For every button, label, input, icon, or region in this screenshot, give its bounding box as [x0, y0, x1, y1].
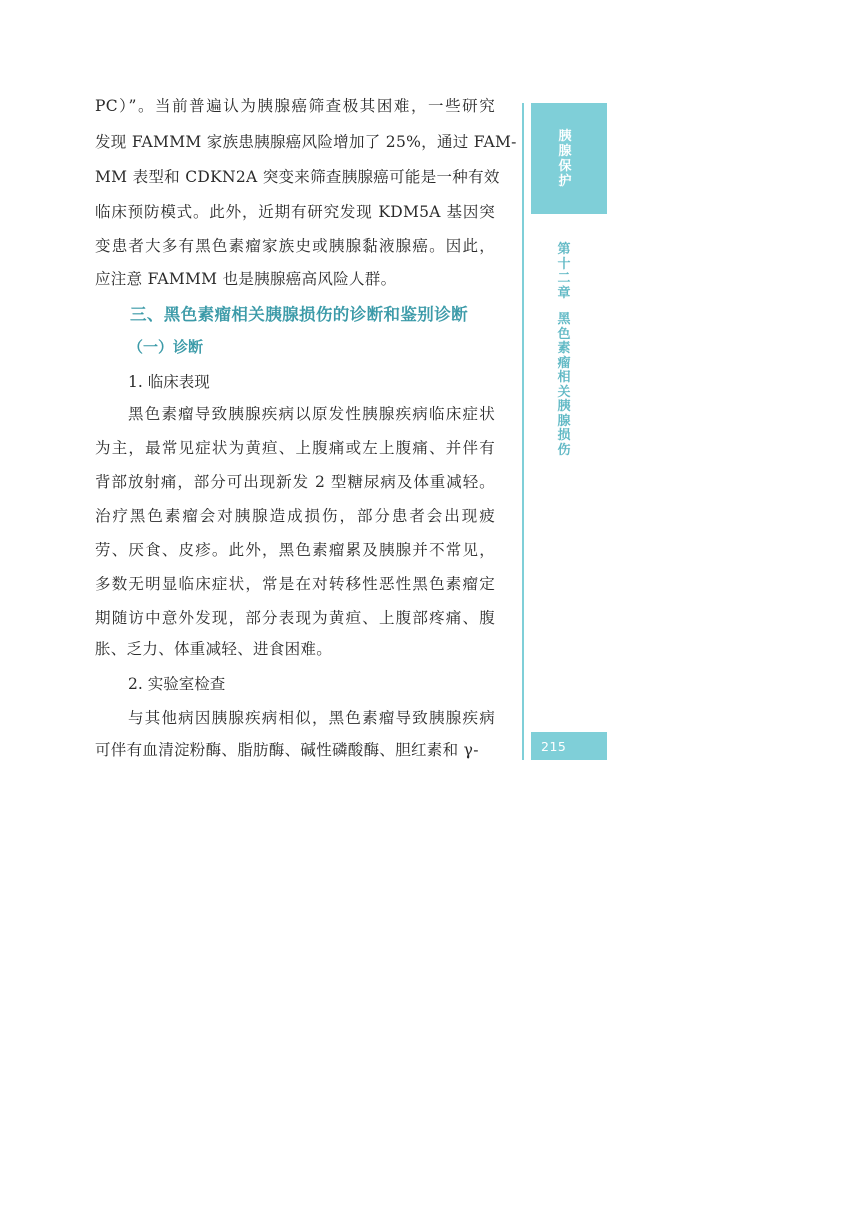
chapter-number-char: 第	[557, 242, 571, 257]
body-line: 多数无明显临床症状，常是在对转移性恶性黑色素瘤定	[95, 575, 495, 593]
book-title-tab	[531, 103, 607, 214]
chapter-title-vertical	[555, 243, 573, 458]
section-heading: 三、黑色素瘤相关胰腺损伤的诊断和鉴别诊断	[130, 305, 468, 324]
body-line: 应注意 FAMMM 也是胰腺癌高风险人群。	[95, 270, 397, 288]
chapter-title-char: 关	[557, 384, 571, 400]
body-line: 背部放射痛，部分可出现新发 2 型糖尿病及体重减轻。	[95, 473, 495, 491]
body-line: 变患者大多有黑色素瘤家族史或胰腺黏液腺癌。因此，	[95, 237, 495, 255]
page-number: 215	[541, 739, 567, 754]
body-line: 为主，最常见症状为黄疸、上腹痛或左上腹痛、并伴有	[95, 439, 495, 457]
chapter-number-char: 章	[557, 285, 571, 301]
body-line: PC）”。当前普遍认为胰腺癌筛查极其困难，一些研究	[95, 97, 495, 115]
book-title-char: 保	[558, 159, 572, 174]
body-line: 胀、乏力、体重减轻、进食困难。	[95, 640, 333, 658]
chapter-number-char: 十	[557, 256, 571, 272]
body-line: 劳、厌食、皮疹。此外，黑色素瘤累及胰腺并不常见，	[95, 541, 495, 559]
chapter-title-char: 相	[557, 370, 571, 385]
body-line: MM 表型和 CDKN2A 突变来筛查胰腺癌可能是一种有效	[95, 168, 500, 186]
book-title-char: 胰	[558, 129, 572, 144]
chapter-title-char: 腺	[557, 413, 571, 429]
body-line: 期随访中意外发现，部分表现为黄疸、上腹部疼痛、腹	[95, 609, 495, 627]
body-line: 可伴有血清淀粉酶、脂肪酶、碱性磷酸酶、胆红素和 γ-	[95, 741, 479, 759]
page-number-tab	[531, 732, 607, 760]
body-line: 临床预防模式。此外，近期有研究发现 KDM5A 基因突	[95, 203, 495, 221]
column-divider	[522, 103, 524, 760]
chapter-title-char: 胰	[557, 399, 571, 414]
body-line: 黑色素瘤导致胰腺疾病以原发性胰腺疾病临床症状	[128, 405, 495, 423]
subsection-heading: （一）诊断	[128, 338, 204, 356]
chapter-title-char: 伤	[557, 442, 571, 458]
chapter-title-char: 色	[557, 326, 571, 342]
book-title-vertical	[531, 129, 607, 189]
item-heading-clinical: 1. 临床表现	[128, 373, 210, 391]
chapter-title-char: 损	[557, 428, 571, 443]
chapter-number-char: 二	[557, 271, 571, 286]
chapter-title-char: 素	[557, 341, 571, 356]
item-heading-lab: 2. 实验室检查	[128, 675, 226, 693]
book-title-char: 护	[558, 174, 572, 189]
book-title-char: 腺	[558, 144, 572, 159]
body-line: 与其他病因胰腺疾病相似，黑色素瘤导致胰腺疾病	[128, 709, 495, 727]
chapter-title-char: 黑	[557, 312, 571, 327]
chapter-title-char: 瘤	[557, 355, 571, 371]
body-line: 治疗黑色素瘤会对胰腺造成损伤，部分患者会出现疲	[95, 507, 495, 525]
body-line: 发现 FAMMM 家族患胰腺癌风险增加了 25%，通过 FAM-	[95, 133, 517, 151]
